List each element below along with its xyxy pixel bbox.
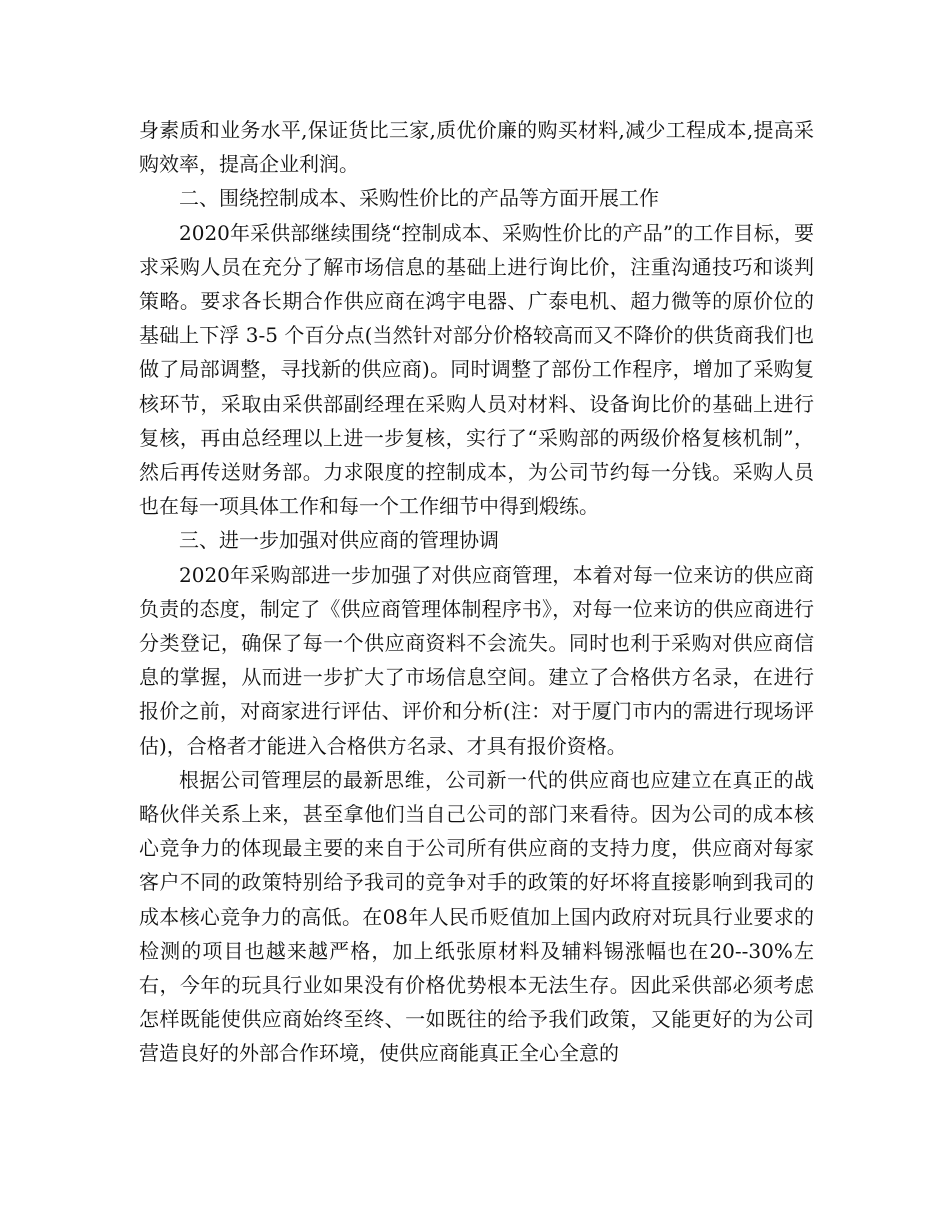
paragraph-supplier-management: 2020年采购部进一步加强了对供应商管理，本着对每一位来访的供应商负责的态度，制定了《供应商管理体制程序书》，对每一位来访的供应商进行分类登记，确保了每一个供应商资料不会流失。同时也利于采购对供应商信息的掌握，从而进一步扩大了市场信息空间。建立了合格供方名录，在进行报价之前，对商家进行评估、评价和分析(注：对于厦门市内的需进行现场评估)，合格者才能进入合格供方名录、才具有报价资格。 [139, 562, 814, 758]
paragraph-strategic-partnership: 根据公司管理层的最新思维，公司新一代的供应商也应建立在真正的战略伙伴关系上来，甚至拿他们当自己公司的部门来看待。因为公司的成本核心竞争力的体现最主要的来自于公司所有供应商的支持力度，供应商对每家客户不同的政策特别给予我司的竞争对手的政策的好坏将直接影响到我司的成本核心竞争力的高低。在08年人民币贬值加上国内政府对玩具行业要求的检测的项目也越来越严格，加上纸张原材料及辅料锡涨幅也在20--30%左右，今年的玩具行业如果没有价格优势根本无法生存。因此采供部必须考虑怎样既能使供应商始终至终、一如既往的给予我们政策，又能更好的为公司营造良好的外部合作环境，使供应商能真正全心全意的 [139, 767, 814, 1066]
paragraph-cost-control: 2020年采供部继续围绕“控制成本、采购性价比的产品”的工作目标，要求采购人员在充分了解市场信息的基础上进行询比价，注重沟通技巧和谈判策略。要求各长期合作供应商在鸿宇电器、广泰电机、超力微等的原价位的基础上下浮 3-5 个百分点(当然针对部分价格较高而又不降价的供货商我们也做了局部调整，寻找新的供应商)。同时调整了部份工作程序，增加了采购复核环节，采取由采供部副经理在采购人员对材料、设备询比价的基础上进行复核，再由总经理以上进一步复核，实行了“采购部的两级价格复核机制”，然后再传送财务部。力求限度的控制成本，为公司节约每一分钱。采购人员也在每一项具体工作和每一个工作细节中得到煅练。 [139, 220, 814, 519]
section-heading-2: 二、围绕控制成本、采购性价比的产品等方面开展工作 [179, 186, 659, 211]
document-body [139, 113, 814, 1071]
section-heading-3: 三、进一步加强对供应商的管理协调 [179, 528, 499, 553]
paragraph-continuation: 身素质和业务水平,保证货比三家,质优价廉的购买材料,减少工程成本,提高采购效率，提高企业利润。 [139, 118, 814, 177]
